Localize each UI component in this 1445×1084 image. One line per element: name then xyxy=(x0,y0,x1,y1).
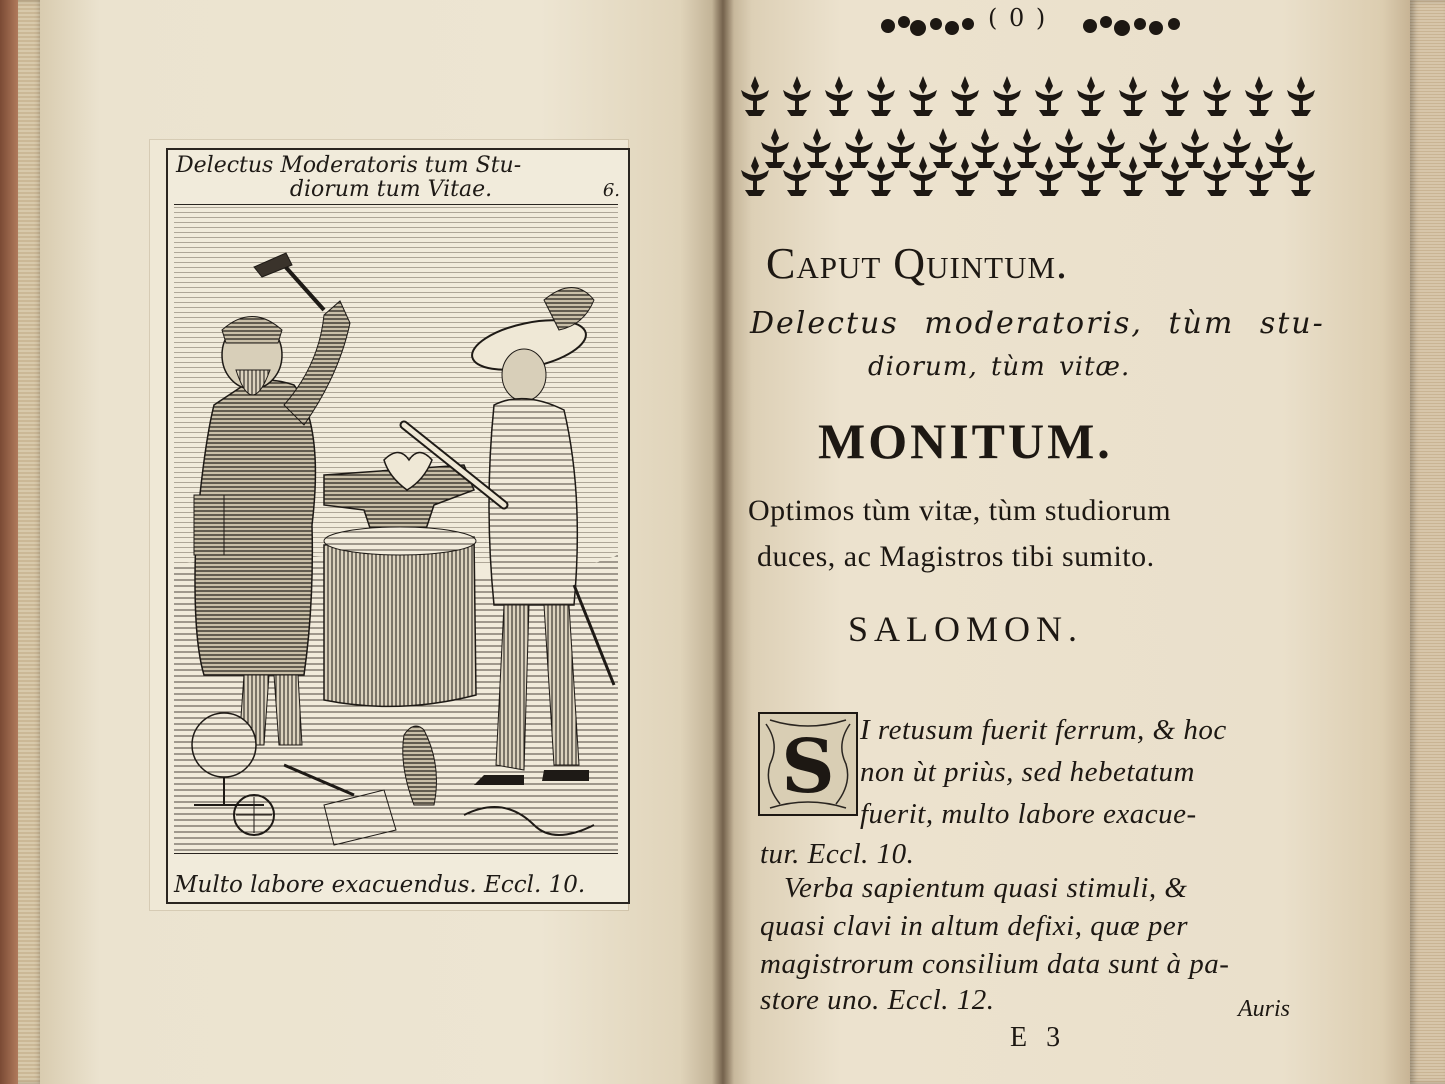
header-ornament-left xyxy=(878,6,978,42)
decorated-initial xyxy=(758,712,858,816)
author-heading: SALOMON. xyxy=(848,609,1084,649)
body-line-4: tur. Eccl. 10. xyxy=(760,838,915,870)
plate-caption-top-line1: Delectus Moderatoris tum Stu- xyxy=(176,153,522,178)
engraving-illustration xyxy=(174,204,618,854)
body-line-7: magistrorum consilium data sunt à pa- xyxy=(760,948,1230,980)
body-line-2: non ùt priùs, sed hebetatum xyxy=(860,756,1195,788)
body-line-3: fuerit, multo labore exacue- xyxy=(860,798,1197,830)
body-line-6: quasi clavi in altum defixi, quæ per xyxy=(760,910,1188,942)
running-header xyxy=(878,4,1318,44)
plate-caption-bottom: Multo labore exacuendus. Eccl. 10. xyxy=(174,872,586,898)
monitum-heading: MONITUM. xyxy=(818,413,1113,469)
book-gutter xyxy=(712,0,734,1084)
signature-mark: E 3 xyxy=(1010,1022,1067,1053)
body-line-5: Verba sapientum quasi stimuli, & xyxy=(784,872,1188,904)
header-ornament-right xyxy=(1078,6,1188,42)
page-number: ( 0 ) xyxy=(988,4,1048,32)
fleuron-headpiece xyxy=(735,52,1320,202)
catchword: Auris xyxy=(1238,996,1291,1022)
chapter-title: Caput Quintum. xyxy=(766,239,1069,288)
chapter-subtitle-line2: diorum, tùm vitæ. xyxy=(868,352,1131,382)
dropcap-letter: S xyxy=(781,724,835,810)
plate-number: 6. xyxy=(602,180,620,201)
engraved-plate xyxy=(166,148,630,904)
chapter-subtitle-line1: Delectus moderatoris, tùm stu- xyxy=(750,306,1325,341)
anvil-block xyxy=(324,527,476,706)
monitum-text-line1: Optimos tùm vitæ, tùm studiorum xyxy=(748,494,1172,527)
monitum-text-line2: duces, ac Magistros tibi sumito. xyxy=(757,540,1155,573)
body-line-8: store uno. Eccl. 12. xyxy=(760,984,995,1016)
plate-caption-top-line2: diorum tum Vitae. xyxy=(289,177,493,202)
right-page-edges xyxy=(1410,0,1445,1084)
body-line-1: I retusum fuerit ferrum, & hoc xyxy=(860,714,1227,746)
plate-caption-top xyxy=(176,154,616,202)
